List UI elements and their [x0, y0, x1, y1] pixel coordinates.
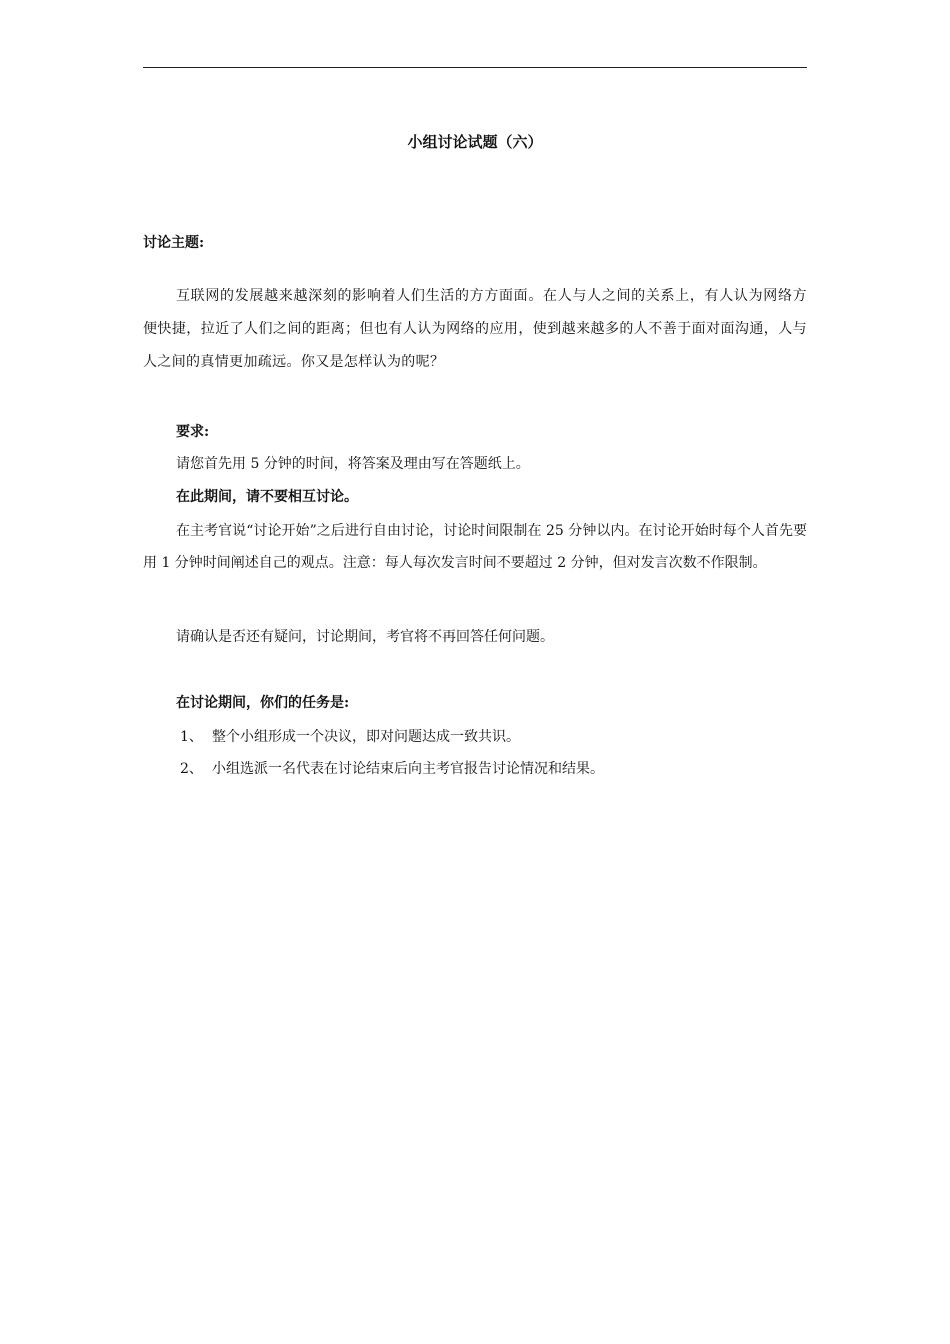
requirements-rules: 在主考官说“讨论开始”之后进行自由讨论，讨论时间限制在 25 分钟以内。在讨论开始时每个人首先要用 1 分钟时间阐述自己的观点。注意：每人每次发言时间不要超过 2 分钟，但对发言次数不作限制。	[143, 523, 807, 571]
requirements-time-line: 请您首先用 5 分钟的时间，将答案及理由写在答题纸上。	[176, 456, 530, 472]
topic-body: 互联网的发展越来越深刻的影响着人们生活的方方面面。在人与人之间的关系上，有人认为网络方便快捷，拉近了人们之间的距离；但也有人认为网络的应用，使到越来越多的人不善于面对面沟通，人与人之间的真情更加疏远。你又是怎样认为的呢？	[143, 288, 807, 370]
topic-heading: 讨论主题:	[143, 235, 205, 251]
document-title: 小组讨论试题（六）	[407, 133, 543, 151]
task-text: 整个小组形成一个决议，即对问题达成一致共识。	[212, 729, 520, 745]
list-item	[180, 727, 807, 759]
tasks-heading: 在讨论期间，你们的任务是:	[176, 695, 350, 711]
tasks-list	[180, 727, 807, 791]
task-number: 2、	[180, 761, 203, 777]
requirements-no-discussion: 在此期间，请不要相互讨论。	[176, 489, 358, 505]
task-number: 1、	[180, 729, 203, 745]
list-item	[180, 759, 807, 791]
task-text: 小组选派一名代表在讨论结束后向主考官报告讨论情况和结果。	[212, 761, 604, 777]
header-rule	[143, 67, 807, 68]
requirements-confirm: 请确认是否还有疑问，讨论期间，考官将不再回答任何问题。	[176, 629, 554, 645]
requirements-heading: 要求:	[176, 424, 210, 440]
